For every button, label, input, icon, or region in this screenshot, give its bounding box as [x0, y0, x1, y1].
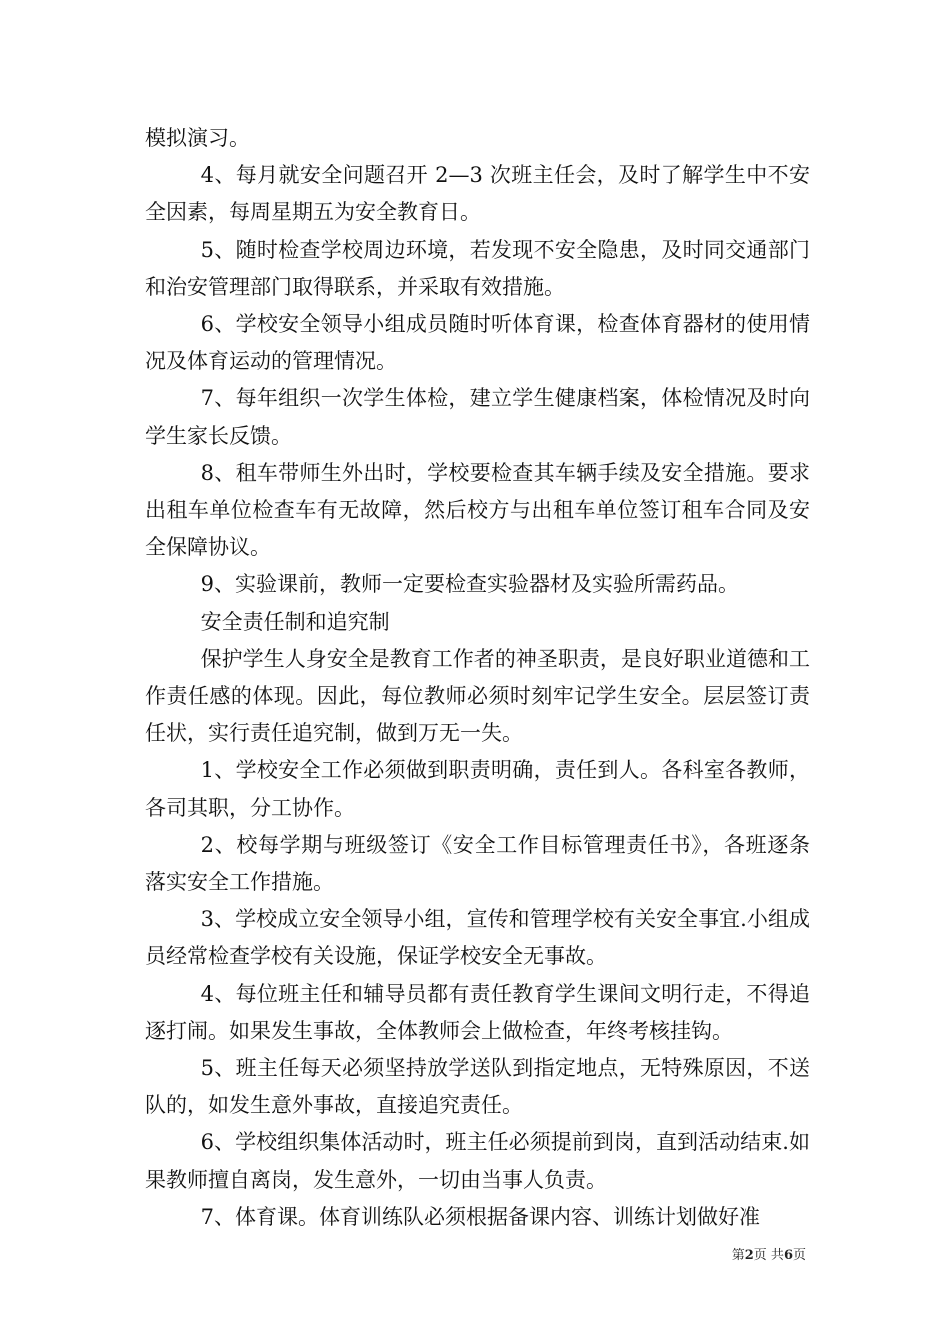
footer-suffix: 页	[792, 1248, 806, 1263]
paragraph-3: 5、随时检查学校周边环境，若发现不安全隐患，及时同交通部门和治安管理部门取得联系，并采取有效措施。	[145, 237, 810, 299]
paragraph-5: 7、每年组织一次学生体检，建立学生健康档案，体检情况及时向学生家长反馈。	[145, 386, 810, 448]
paragraph-14: 5、班主任每天必须坚持放学送队到指定地点，无特殊原因，不送队的，如发生意外事故，直接追究责任。	[145, 1056, 810, 1118]
footer-prefix: 第	[731, 1248, 745, 1263]
paragraph-11: 2、校每学期与班级签订《安全工作目标管理责任书》，各班逐条落实安全工作措施。	[145, 832, 810, 895]
footer-middle: 页 共	[753, 1248, 784, 1263]
paragraph-1: 模拟演习。	[145, 126, 250, 150]
paragraph-15: 6、学校组织集体活动时，班主任必须提前到岗，直到活动结束.如果教师擅自离岗，发生意外，一切由当事人负责。	[145, 1130, 810, 1192]
paragraph-4: 6、学校安全领导小组成员随时听体育课，检查体育器材的使用情况及体育运动的管理情况。	[145, 312, 810, 374]
total-page-number: 6	[783, 1248, 793, 1263]
current-page-number: 2	[744, 1248, 754, 1263]
document-body	[145, 120, 810, 1236]
paragraph-7: 9、实验课前，教师一定要检查实验器材及实验所需药品。	[200, 572, 739, 597]
paragraph-12: 3、学校成立安全领导小组，宣传和管理学校有关安全事宜.小组成员经常检查学校有关设施，保证学校安全无事故。	[145, 907, 810, 969]
paragraph-13: 4、每位班主任和辅导员都有责任教育学生课间文明行走，不得追逐打闹。如果发生事故，全体教师会上做检查，年终考核挂钩。	[145, 981, 810, 1043]
paragraph-6: 8、租车带师生外出时，学校要检查其车辆手续及安全措施。要求出租车单位检查车有无故障，然后校方与出租车单位签订租车合同及安全保障协议。	[145, 460, 810, 560]
paragraph-10: 1、学校安全工作必须做到职责明确，责任到人。各科室各教师，各司其职，分工协作。	[145, 758, 810, 820]
paragraph-9: 保护学生人身安全是教育工作者的神圣职责，是良好职业道德和工作责任感的体现。因此，每位教师必须时刻牢记学生安全。层层签订责任状，实行责任追究制，做到万无一失。	[145, 646, 810, 746]
section-heading: 安全责任制和追究制	[200, 609, 390, 634]
page-footer	[0, 1248, 950, 1264]
paragraph-2: 4、每月就安全问题召开 2—3 次班主任会，及时了解学生中不安全因素，每周星期五为安全教育日。	[145, 163, 810, 225]
paragraph-16: 7、体育课。体育训练队必须根据备课内容、训练计划做好准	[200, 1204, 760, 1229]
